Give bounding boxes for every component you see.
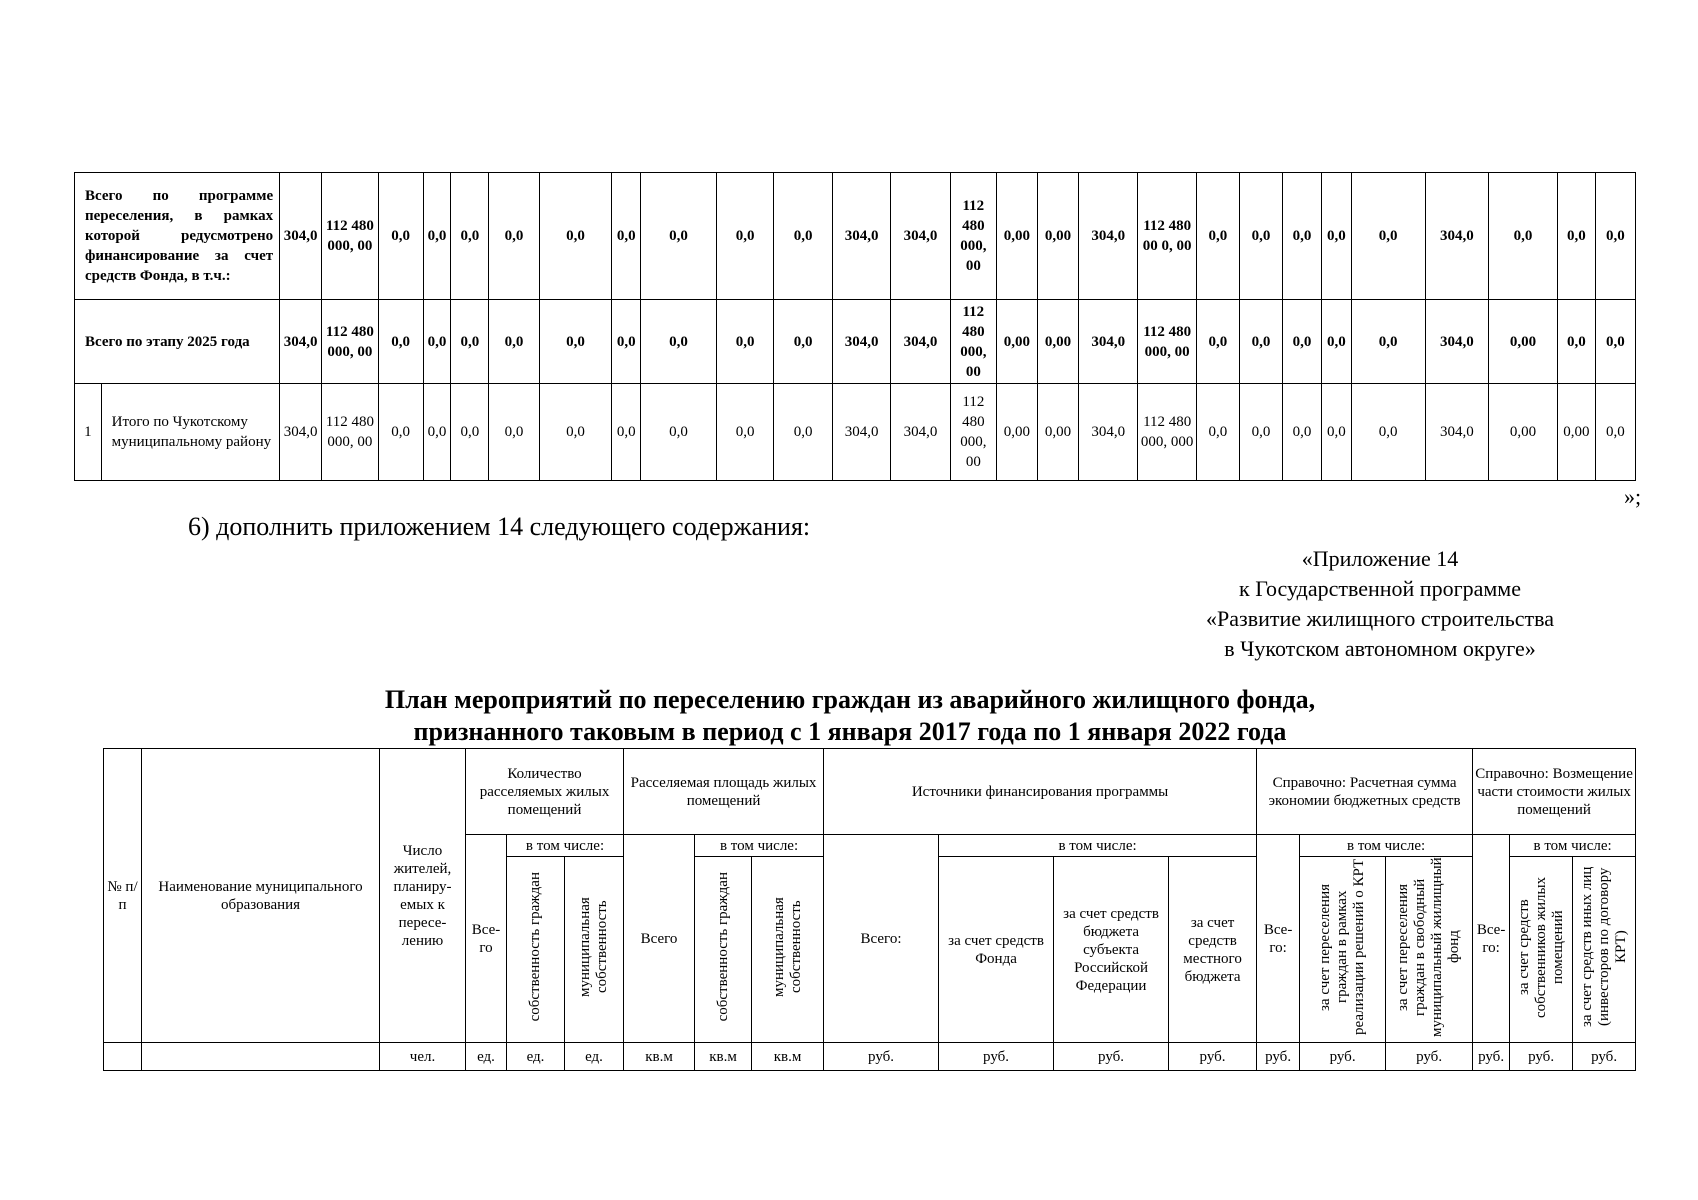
amendment-item: 6) дополнить приложением 14 следующего содержания:	[188, 512, 811, 541]
cell: 0,0	[378, 384, 423, 481]
cell: 304,0	[1078, 173, 1137, 300]
cell: 0,0	[1239, 384, 1282, 481]
cell: 304,0	[891, 384, 950, 481]
col-number-header: № п/п	[104, 749, 142, 1043]
cell: 304,0	[280, 173, 322, 300]
cell: 0,00	[1037, 173, 1078, 300]
cell: 112 480 000, 00	[950, 300, 996, 384]
cell: 304,0	[1078, 384, 1137, 481]
cell: 0,0	[1557, 173, 1595, 300]
cell: 0,0	[1239, 173, 1282, 300]
group-compensation-header: Справочно: Возмещение части стоимости жилых помещений	[1473, 749, 1636, 835]
unit-cell	[104, 1043, 142, 1071]
cell: 304,0	[832, 173, 890, 300]
area-including-header: в том числе:	[695, 835, 824, 857]
cell: 0,0	[423, 300, 451, 384]
sources-including-header: в том числе:	[939, 835, 1257, 857]
cell: 0,00	[1557, 384, 1595, 481]
cell: 0,0	[716, 300, 773, 384]
quantity-total-header: Все- го	[466, 835, 507, 1043]
quantity-citizens-header	[507, 857, 565, 1043]
cell: 112 480 000, 00	[1138, 300, 1196, 384]
cell: 304,0	[280, 384, 322, 481]
cell: 0,0	[1239, 300, 1282, 384]
cell: 0,0	[612, 173, 641, 300]
unit-cell: кв.м	[624, 1043, 695, 1071]
unit-cell: руб.	[1054, 1043, 1169, 1071]
cell: 0,0	[423, 173, 451, 300]
cell: 112 480 000, 00	[950, 173, 996, 300]
cell: 304,0	[1078, 300, 1137, 384]
compensation-including-header: в том числе:	[1510, 835, 1636, 857]
appendix-caption-line: «Приложение 14	[1301, 546, 1459, 571]
cell: 0,0	[1196, 173, 1239, 300]
cell: 304,0	[280, 300, 322, 384]
vertical-label: за счет средств собственников жилых помещений	[1515, 876, 1566, 1018]
cell: 0,00	[1037, 384, 1078, 481]
cell: 0,0	[1196, 300, 1239, 384]
closing-quote: »;	[1624, 484, 1642, 509]
cell: 0,0	[641, 300, 717, 384]
plan-title	[100, 684, 1600, 748]
investors-funds-header	[1573, 857, 1636, 1043]
cell: 304,0	[891, 173, 950, 300]
row-label: Всего по этапу 2025 года	[75, 300, 280, 384]
cell: 0,0	[612, 384, 641, 481]
local-budget-header: за счет средств местного бюджета	[1169, 857, 1257, 1043]
area-total-header: Всего	[624, 835, 695, 1043]
cell: 0,0	[1595, 173, 1635, 300]
cell: 0,0	[489, 384, 539, 481]
cell: 0,0	[1351, 384, 1425, 481]
cell: 0,00	[1489, 384, 1558, 481]
cell: 0,00	[996, 300, 1037, 384]
table-row	[75, 300, 1636, 384]
cell: 0,0	[451, 173, 489, 300]
unit-cell: руб.	[1300, 1043, 1386, 1071]
cell: 0,0	[451, 384, 489, 481]
unit-cell: руб.	[1573, 1043, 1636, 1071]
unit-cell: руб.	[824, 1043, 939, 1071]
cell: 0,0	[1351, 300, 1425, 384]
table-row	[75, 384, 1636, 481]
plan-title-line: План мероприятий по переселению граждан из аварийного жилищного фонда,	[384, 685, 1316, 714]
unit-cell: руб.	[1257, 1043, 1300, 1071]
krt-resettlement-header	[1300, 857, 1386, 1043]
unit-cell: руб.	[939, 1043, 1054, 1071]
cell: 0,0	[451, 300, 489, 384]
row-label: Всего по программе переселения, в рамках которой редусмотрено финансирование за счет средств Фонда, в т.ч.:	[75, 173, 280, 300]
col-residents-header: Число жителей, планиру- емых к пересе- лению	[380, 749, 466, 1043]
appendix-caption	[1150, 544, 1610, 664]
fund-header: за счет средств Фонда	[939, 857, 1054, 1043]
plan-title-line: признанного таковым в период с 1 января 2017 года по 1 января 2022 года	[413, 717, 1287, 746]
cell: 0,00	[1489, 300, 1558, 384]
cell: 0,0	[1351, 173, 1425, 300]
unit-cell: ед.	[565, 1043, 624, 1071]
cell: 0,0	[774, 384, 832, 481]
vertical-label: за счет средств иных лиц (инвесторов по договору КРТ)	[1578, 866, 1629, 1028]
unit-cell: кв.м	[752, 1043, 824, 1071]
cell: 0,0	[612, 300, 641, 384]
owners-funds-header	[1510, 857, 1573, 1043]
cell: 0,0	[489, 300, 539, 384]
table-row	[75, 173, 1636, 300]
cell: 0,0	[774, 173, 832, 300]
cell: 112 480 000, 00	[322, 384, 378, 481]
area-municipal-header	[752, 857, 824, 1043]
unit-cell: руб.	[1169, 1043, 1257, 1071]
cell: 0,00	[996, 173, 1037, 300]
cell: 0,0	[1595, 384, 1635, 481]
vertical-label: муниципальная собственность	[577, 897, 611, 997]
appendix-caption-line: в Чукотском автономном округе»	[1224, 636, 1536, 661]
cell: 112 480 00 0, 00	[1138, 173, 1196, 300]
cell: 0,0	[423, 384, 451, 481]
cell: 0,0	[489, 173, 539, 300]
cell: 304,0	[832, 384, 890, 481]
cell: 0,0	[1321, 300, 1351, 384]
vertical-label: собственность граждан	[527, 872, 543, 1022]
cell: 304,0	[891, 300, 950, 384]
unit-cell: чел.	[380, 1043, 466, 1071]
row-number: 1	[75, 384, 102, 481]
cell: 112 480 000, 00	[322, 300, 378, 384]
cell: 0,0	[539, 300, 612, 384]
cell: 304,0	[832, 300, 890, 384]
cell: 112 480 000, 00	[950, 384, 996, 481]
cell: 0,0	[641, 384, 717, 481]
row-label: Итого по Чукотскому муниципальному району	[101, 384, 279, 481]
unit-cell: руб.	[1386, 1043, 1473, 1071]
subject-budget-header: за счет средств бюджета субъекта Российской Федерации	[1054, 857, 1169, 1043]
units-row	[104, 1043, 1636, 1071]
cell: 0,00	[996, 384, 1037, 481]
sources-total-header: Всего:	[824, 835, 939, 1043]
cell: 0,0	[1283, 173, 1322, 300]
unit-cell: руб.	[1510, 1043, 1573, 1071]
compensation-total-header: Все- го:	[1473, 835, 1510, 1043]
free-fund-resettlement-header	[1386, 857, 1473, 1043]
savings-total-header: Все- го:	[1257, 835, 1300, 1043]
cell: 0,00	[1037, 300, 1078, 384]
unit-cell	[142, 1043, 380, 1071]
group-area-header: Расселяемая площадь жилых помещений	[624, 749, 824, 835]
cell: 0,0	[378, 173, 423, 300]
group-savings-header: Справочно: Расчетная сумма экономии бюджетных средств	[1257, 749, 1473, 835]
cell: 0,0	[1196, 384, 1239, 481]
appendix-caption-line: «Развитие жилищного строительства	[1206, 606, 1554, 631]
cell: 0,0	[1283, 384, 1322, 481]
unit-cell: ед.	[466, 1043, 507, 1071]
summary-table	[74, 172, 1636, 481]
cell: 0,0	[1595, 300, 1635, 384]
cell: 304,0	[1425, 384, 1489, 481]
header-row	[104, 749, 1636, 835]
cell: 0,0	[716, 173, 773, 300]
cell: 0,0	[539, 173, 612, 300]
unit-cell: ед.	[507, 1043, 565, 1071]
cell: 112 480 000, 000	[1138, 384, 1196, 481]
group-quantity-header: Количество расселяемых жилых помещений	[466, 749, 624, 835]
cell: 304,0	[1425, 173, 1489, 300]
cell: 0,0	[1321, 384, 1351, 481]
col-name-header: Наименование муниципального образования	[142, 749, 380, 1043]
resettlement-plan-table	[103, 748, 1636, 1071]
cell: 304,0	[1425, 300, 1489, 384]
cell: 0,0	[1283, 300, 1322, 384]
appendix-caption-line: к Государственной программе	[1239, 576, 1521, 601]
vertical-label: за счет переселения граждан в рамках реализации решений о КРТ	[1317, 858, 1368, 1036]
cell: 0,0	[641, 173, 717, 300]
vertical-label: собственность граждан	[714, 872, 731, 1022]
cell: 0,0	[1557, 300, 1595, 384]
cell: 0,0	[1321, 173, 1351, 300]
quantity-including-header: в том числе:	[507, 835, 624, 857]
quantity-municipal-header	[565, 857, 624, 1043]
unit-cell: руб.	[1473, 1043, 1510, 1071]
vertical-label: за счет переселения граждан в свободный муниципальный жилищный фонд	[1395, 857, 1463, 1037]
area-citizens-header	[695, 857, 752, 1043]
vertical-label: муниципальная собственность	[770, 897, 804, 997]
cell: 0,0	[539, 384, 612, 481]
cell: 0,0	[774, 300, 832, 384]
unit-cell: кв.м	[695, 1043, 752, 1071]
group-sources-header: Источники финансирования программы	[824, 749, 1257, 835]
savings-including-header: в том числе:	[1300, 835, 1473, 857]
cell: 0,0	[716, 384, 773, 481]
cell: 112 480 000, 00	[322, 173, 378, 300]
cell: 0,0	[1489, 173, 1558, 300]
cell: 0,0	[378, 300, 423, 384]
